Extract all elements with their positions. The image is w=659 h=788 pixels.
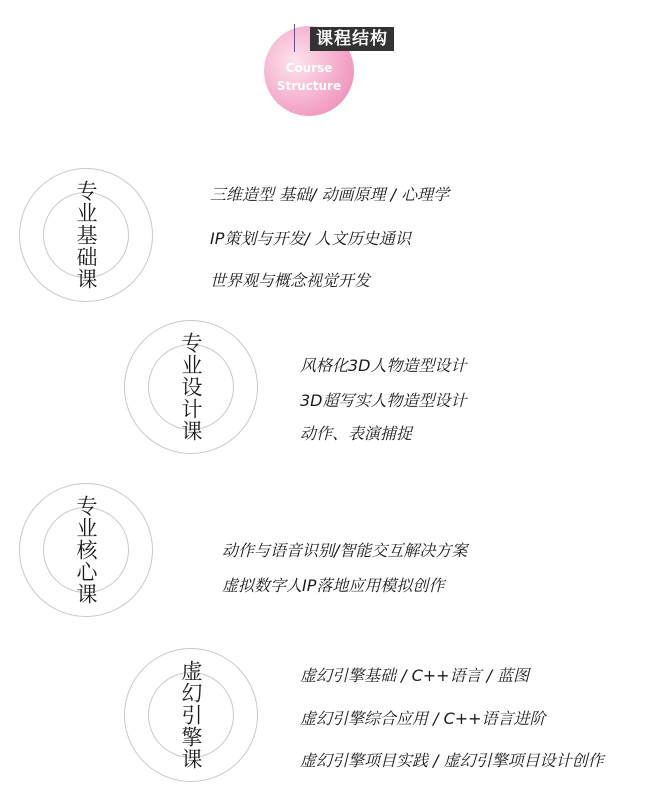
page-title: 课程结构 — [310, 27, 394, 51]
header-divider-line — [294, 24, 295, 52]
section-item: 3D超写实人物造型设计 — [300, 391, 467, 410]
section-item: 虚幻引擎综合应用 / C++语言进阶 — [300, 709, 546, 728]
section-item: 动作、表演捕捉 — [300, 424, 413, 443]
section-item: IP策划与开发/ 人文历史通识 — [210, 229, 411, 248]
section-item: 虚幻引擎项目实践 / 虚幻引擎项目设计创作 — [300, 751, 604, 770]
section-item: 虚幻引擎基础 / C++语言 / 蓝图 — [300, 666, 530, 685]
section-label: 专业基础课 — [74, 180, 98, 290]
section-label: 专业设计课 — [179, 332, 203, 442]
section-item: 三维造型 基础/ 动画原理 / 心理学 — [210, 185, 450, 204]
course-structure-header — [0, 0, 659, 120]
section-item: 虚拟数字人IP落地应用模拟创作 — [222, 576, 445, 595]
section-item: 风格化3D人物造型设计 — [300, 356, 467, 375]
section-label: 虚幻引擎课 — [179, 660, 203, 770]
section-item: 动作与语音识别/智能交互解决方案 — [222, 541, 468, 560]
subtitle-line-1: Course — [285, 61, 333, 75]
section-item: 世界观与概念视觉开发 — [210, 271, 371, 290]
section-label: 专业核心课 — [74, 495, 98, 605]
subtitle-line-2: Structure — [276, 79, 342, 93]
